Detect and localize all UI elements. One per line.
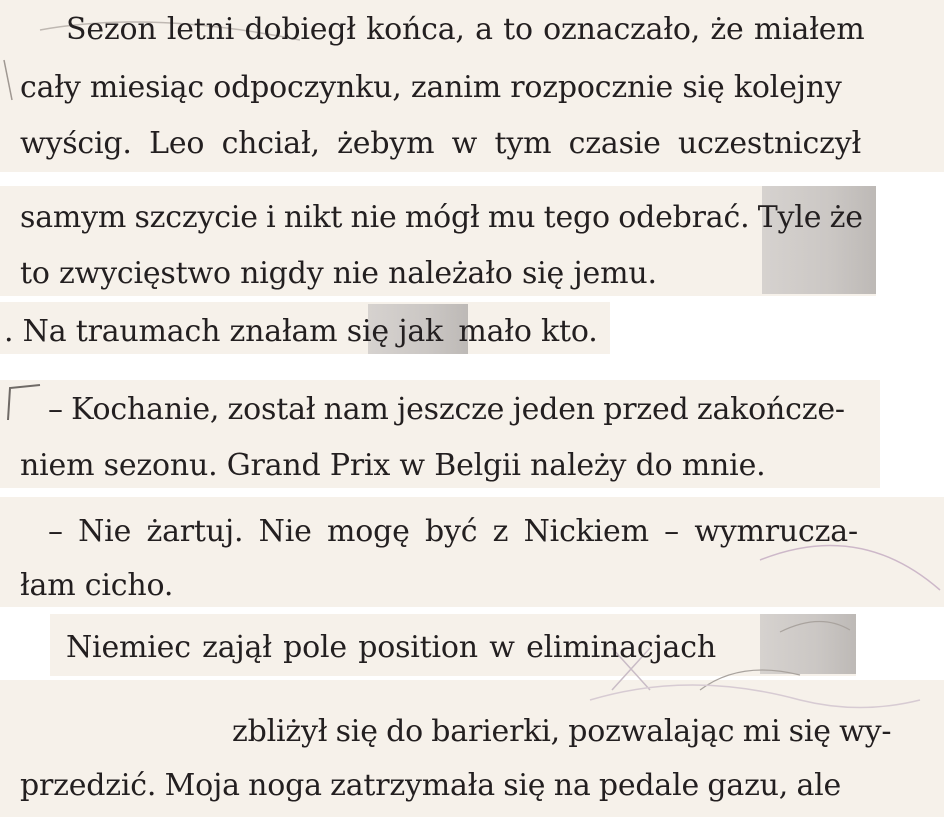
pencil-stroke-left	[4, 60, 12, 100]
pencil-curve-right	[760, 545, 940, 590]
text-line: Sezon letni dobiegł końca, a to oznaczało, że miałem	[66, 12, 865, 47]
dialogue-line: – Nie żartuj. Nie mogę być z Nickiem – wymrucza-	[48, 514, 858, 549]
pencil-swash	[590, 685, 920, 708]
dialogue-line: – Kochanie, został nam jeszcze jeden przed zakończe-	[48, 392, 845, 427]
text-line	[4, 312, 598, 352]
pencil-bracket	[8, 385, 40, 420]
text-line: to zwycięstwo nigdy nie należało się jemu.	[20, 256, 657, 291]
text-fragment: mało kto.	[458, 314, 598, 349]
text-line: zbliżył się do barierki, pozwalając mi się wy-	[232, 714, 892, 749]
text-line: Niemiec zajął pole position w eliminacjach	[66, 630, 716, 665]
text-fragment-shaded: jak	[398, 314, 444, 349]
text-fragment: . Na traumach znałam się	[4, 314, 389, 349]
dialogue-line: niem sezonu. Grand Prix w Belgii należy do mnie.	[20, 448, 766, 483]
text-line: cały miesiąc odpoczynku, zanim rozpocznie się kolejny	[20, 70, 842, 105]
text-line: wyścig. Leo chciał, żebym w tym czasie uczestniczył	[20, 126, 861, 161]
dialogue-line: łam cicho.	[20, 568, 174, 603]
pencil-scribble	[700, 621, 850, 690]
text-line: samym szczycie i nikt nie mógł mu tego odebrać. Tyle że	[20, 200, 863, 235]
text-line: przedzić. Moja noga zatrzymała się na pedale gazu, ale	[20, 768, 842, 803]
